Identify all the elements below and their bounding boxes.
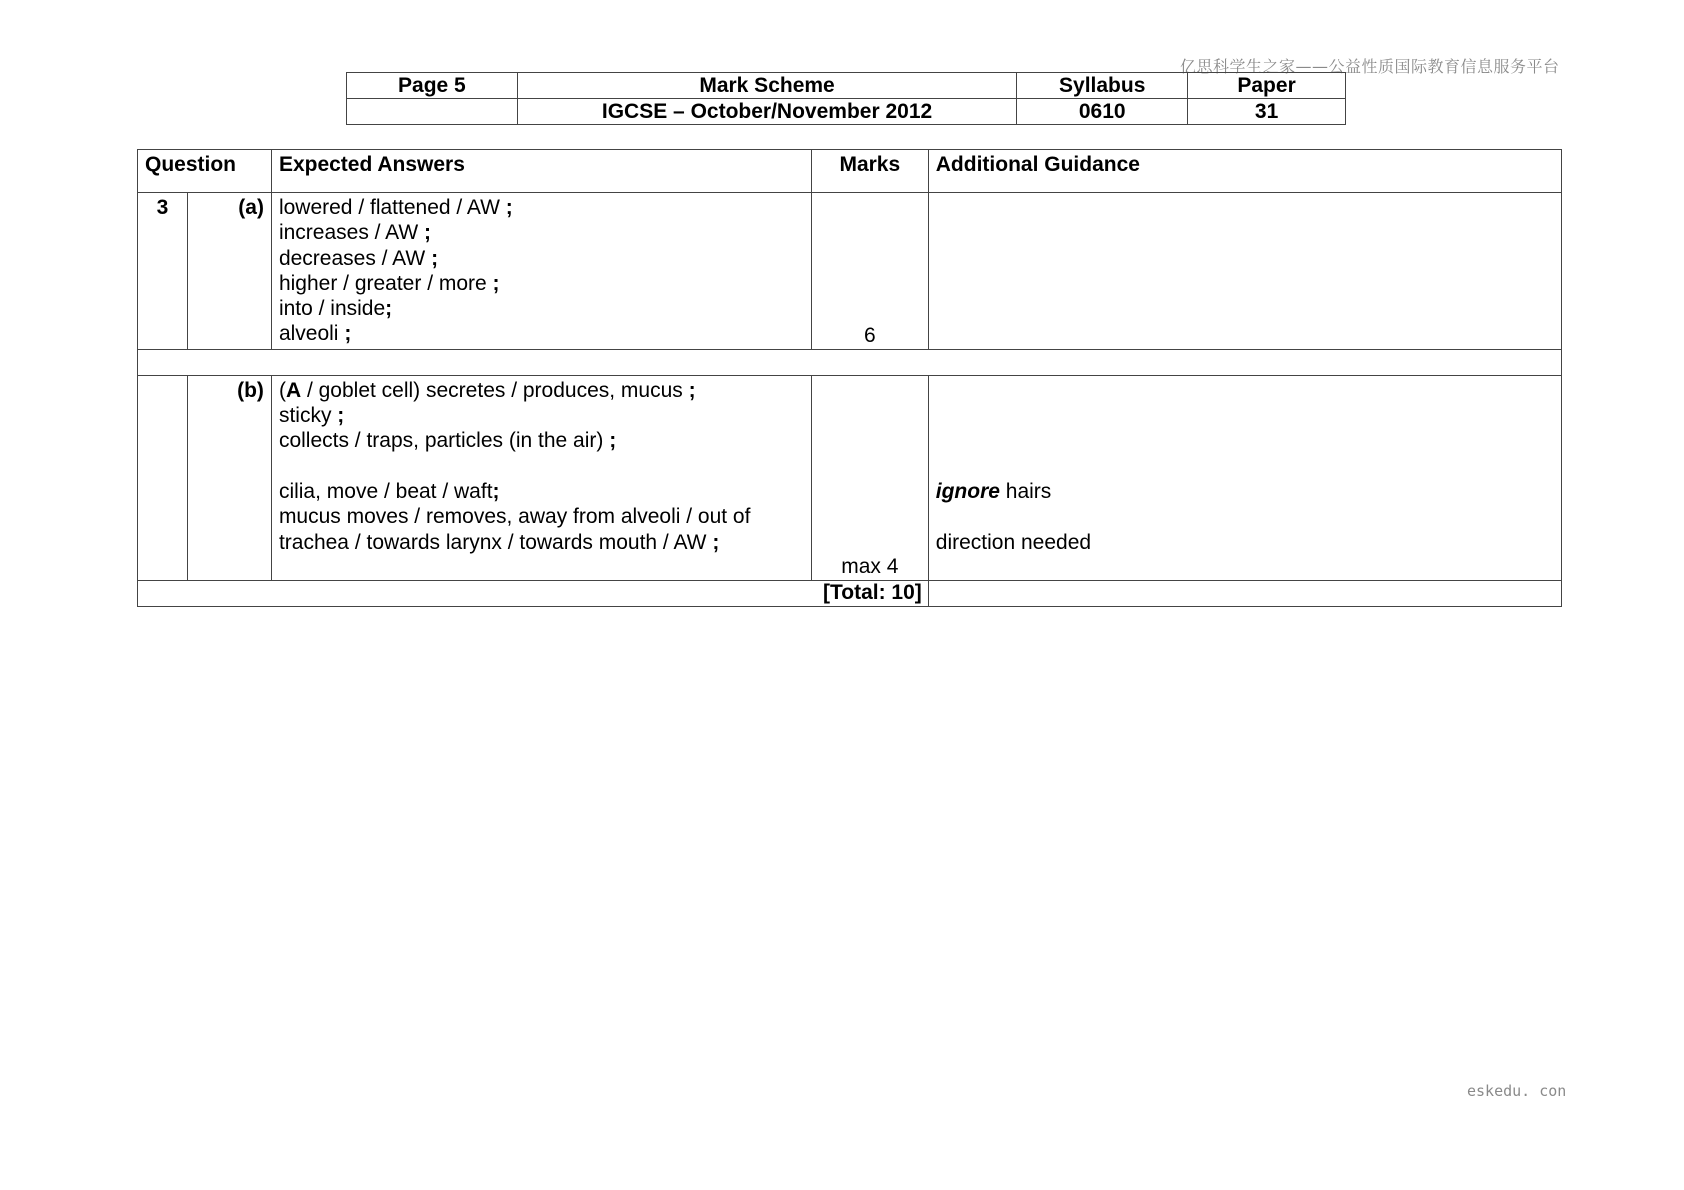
paper-label: Paper <box>1188 73 1346 99</box>
answer-line <box>279 454 804 479</box>
paper-number: 31 <box>1188 99 1346 125</box>
answer-line: decreases / AW ; <box>278 246 439 270</box>
answers-3a <box>271 193 811 350</box>
mark-scheme-table <box>137 149 1562 607</box>
guidance-header: Additional Guidance <box>928 150 1561 193</box>
guidance-3a <box>928 193 1561 350</box>
answer-line: cilia, move / beat / waft; <box>278 479 500 503</box>
answer-line: mucus moves / removes, away from alveoli / out of <box>278 505 751 529</box>
header-table <box>346 72 1346 125</box>
answer-line: into / inside; <box>278 297 393 321</box>
answer-line: increases / AW ; <box>278 221 432 245</box>
question-part-a: (a) <box>187 193 271 350</box>
exam-title: IGCSE – October/November 2012 <box>517 99 1016 125</box>
mark-scheme-label: Mark Scheme <box>517 73 1016 99</box>
answer-line: sticky ; <box>278 404 345 428</box>
answer-line: trachea / towards larynx / towards mouth / AW ; <box>278 530 720 554</box>
column-header-row <box>138 150 1562 193</box>
answers-3b <box>271 375 811 580</box>
answer-line: (A / goblet cell) secretes / produces, mucus ; <box>278 378 696 402</box>
page-number: Page 5 <box>347 73 518 99</box>
answer-line: lowered / flattened / AW ; <box>278 196 513 219</box>
table-row-3a <box>138 193 1562 350</box>
spacer-cell <box>138 349 1562 375</box>
watermark-bottom: eskedu. con <box>1467 1082 1567 1100</box>
spacer-row <box>138 349 1562 375</box>
guidance-ignore: ignore hairs <box>935 479 1052 503</box>
question-number-empty <box>138 375 188 580</box>
answer-line: higher / greater / more ; <box>278 271 500 295</box>
total-marks: [Total: 10] <box>138 580 929 606</box>
total-row <box>138 580 1562 606</box>
total-guidance-empty <box>928 580 1561 606</box>
answer-line: alveoli ; <box>278 322 352 346</box>
marks-3a: 6 <box>811 193 928 350</box>
syllabus-code: 0610 <box>1017 99 1188 125</box>
table-row-3b <box>138 375 1562 580</box>
marks-header: Marks <box>811 150 928 193</box>
answer-line: collects / traps, particles (in the air) ; <box>278 429 617 453</box>
question-number: 3 <box>138 193 188 350</box>
question-part-b: (b) <box>187 375 271 580</box>
guidance-3b <box>928 375 1561 580</box>
syllabus-label: Syllabus <box>1017 73 1188 99</box>
watermark-top: 亿思科学生之家——公益性质国际教育信息服务平台 <box>1180 57 1560 76</box>
question-header: Question <box>138 150 272 193</box>
answers-header: Expected Answers <box>271 150 811 193</box>
marks-3b: max 4 <box>811 375 928 580</box>
header-empty-cell <box>347 99 518 125</box>
guidance-direction: direction needed <box>935 530 1092 554</box>
